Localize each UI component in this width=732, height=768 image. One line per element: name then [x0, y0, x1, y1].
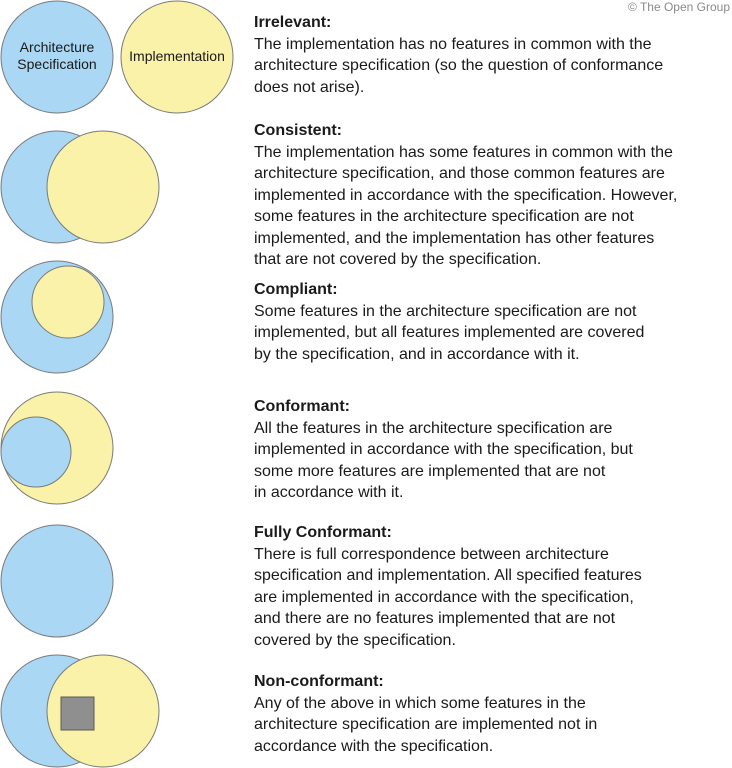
copyright-notice: © The Open Group: [627, 0, 730, 14]
item-text-line: The implementation has some features in common with the: [254, 143, 673, 161]
item-text-line: There is full correspondence between architecture: [254, 545, 609, 563]
item-text-line: covered by the specification.: [254, 631, 456, 649]
item-title: Irrelevant:: [254, 14, 332, 31]
item-text-line: architecture specification are implemented not in: [254, 716, 598, 733]
item-text-line: implemented in accordance with the specification, but: [254, 441, 633, 458]
specification-circle: [1, 417, 71, 487]
item-conformant: [254, 396, 730, 504]
item-title: Non-conformant:: [254, 673, 384, 690]
implementation-circle: [32, 266, 104, 338]
item-irrelevant: [254, 12, 730, 98]
diagram-compliant: [1, 261, 113, 373]
specification-label-line2: Specification: [17, 56, 97, 72]
item-text-line: and there are no features implemented that are not: [254, 610, 616, 627]
item-text-line: are implemented in accordance with the specification,: [254, 588, 634, 606]
diagram-conformant: [1, 392, 113, 504]
item-text-line: by the specification, and in accordance with it.: [254, 345, 580, 363]
item-text-line: Some features in the architecture specification are not: [254, 302, 637, 320]
diagram-irrelevant: [1, 1, 233, 113]
item-text-line: that are not covered by the specification.: [254, 251, 542, 268]
item-fully-conformant: [254, 522, 730, 651]
diagram-fully-conformant: [1, 525, 113, 637]
item-text-line: implemented in accordance with the specification. However,: [254, 186, 678, 204]
specification-circle: [1, 525, 113, 637]
diagram-non-conformant: [1, 655, 159, 767]
item-text-line: Any of the above in which some features in the: [254, 694, 586, 712]
item-text-line: architecture specification, and those common features are: [254, 165, 665, 182]
item-text-line: some features in the architecture specification are not: [254, 208, 634, 225]
item-text-line: The implementation has no features in common with the: [254, 35, 652, 53]
specification-label-line1: Architecture: [19, 39, 95, 55]
item-text-line: All the features in the architecture specification are: [254, 419, 613, 437]
implementation-circle: [47, 131, 159, 243]
item-text-line: does not arise).: [254, 78, 365, 96]
item-title: Fully Conformant:: [254, 524, 392, 541]
item-text-line: implemented, and the implementation has other features: [254, 229, 655, 247]
item-title: Conformant:: [254, 398, 350, 415]
nonconformant-square: [61, 697, 94, 730]
implementation-label: Implementation: [129, 48, 225, 64]
item-text-line: specification and implementation. All specified features: [254, 567, 642, 584]
item-title: Compliant:: [254, 281, 338, 298]
item-non-conformant: [254, 671, 730, 757]
diagram-consistent: [1, 131, 159, 243]
item-consistent: [254, 120, 730, 271]
item-text-line: in accordance with it.: [254, 484, 404, 501]
item-title: Consistent:: [254, 122, 342, 139]
item-text-line: implemented, but all features implemented are covered: [254, 324, 645, 341]
item-text-line: some more features are implemented that are not: [254, 462, 606, 480]
item-compliant: [254, 279, 730, 365]
item-text-line: architecture specification (so the question of conformance: [254, 57, 664, 74]
conformance-diagrams: [0, 0, 250, 768]
item-text-line: accordance with the specification.: [254, 737, 494, 755]
